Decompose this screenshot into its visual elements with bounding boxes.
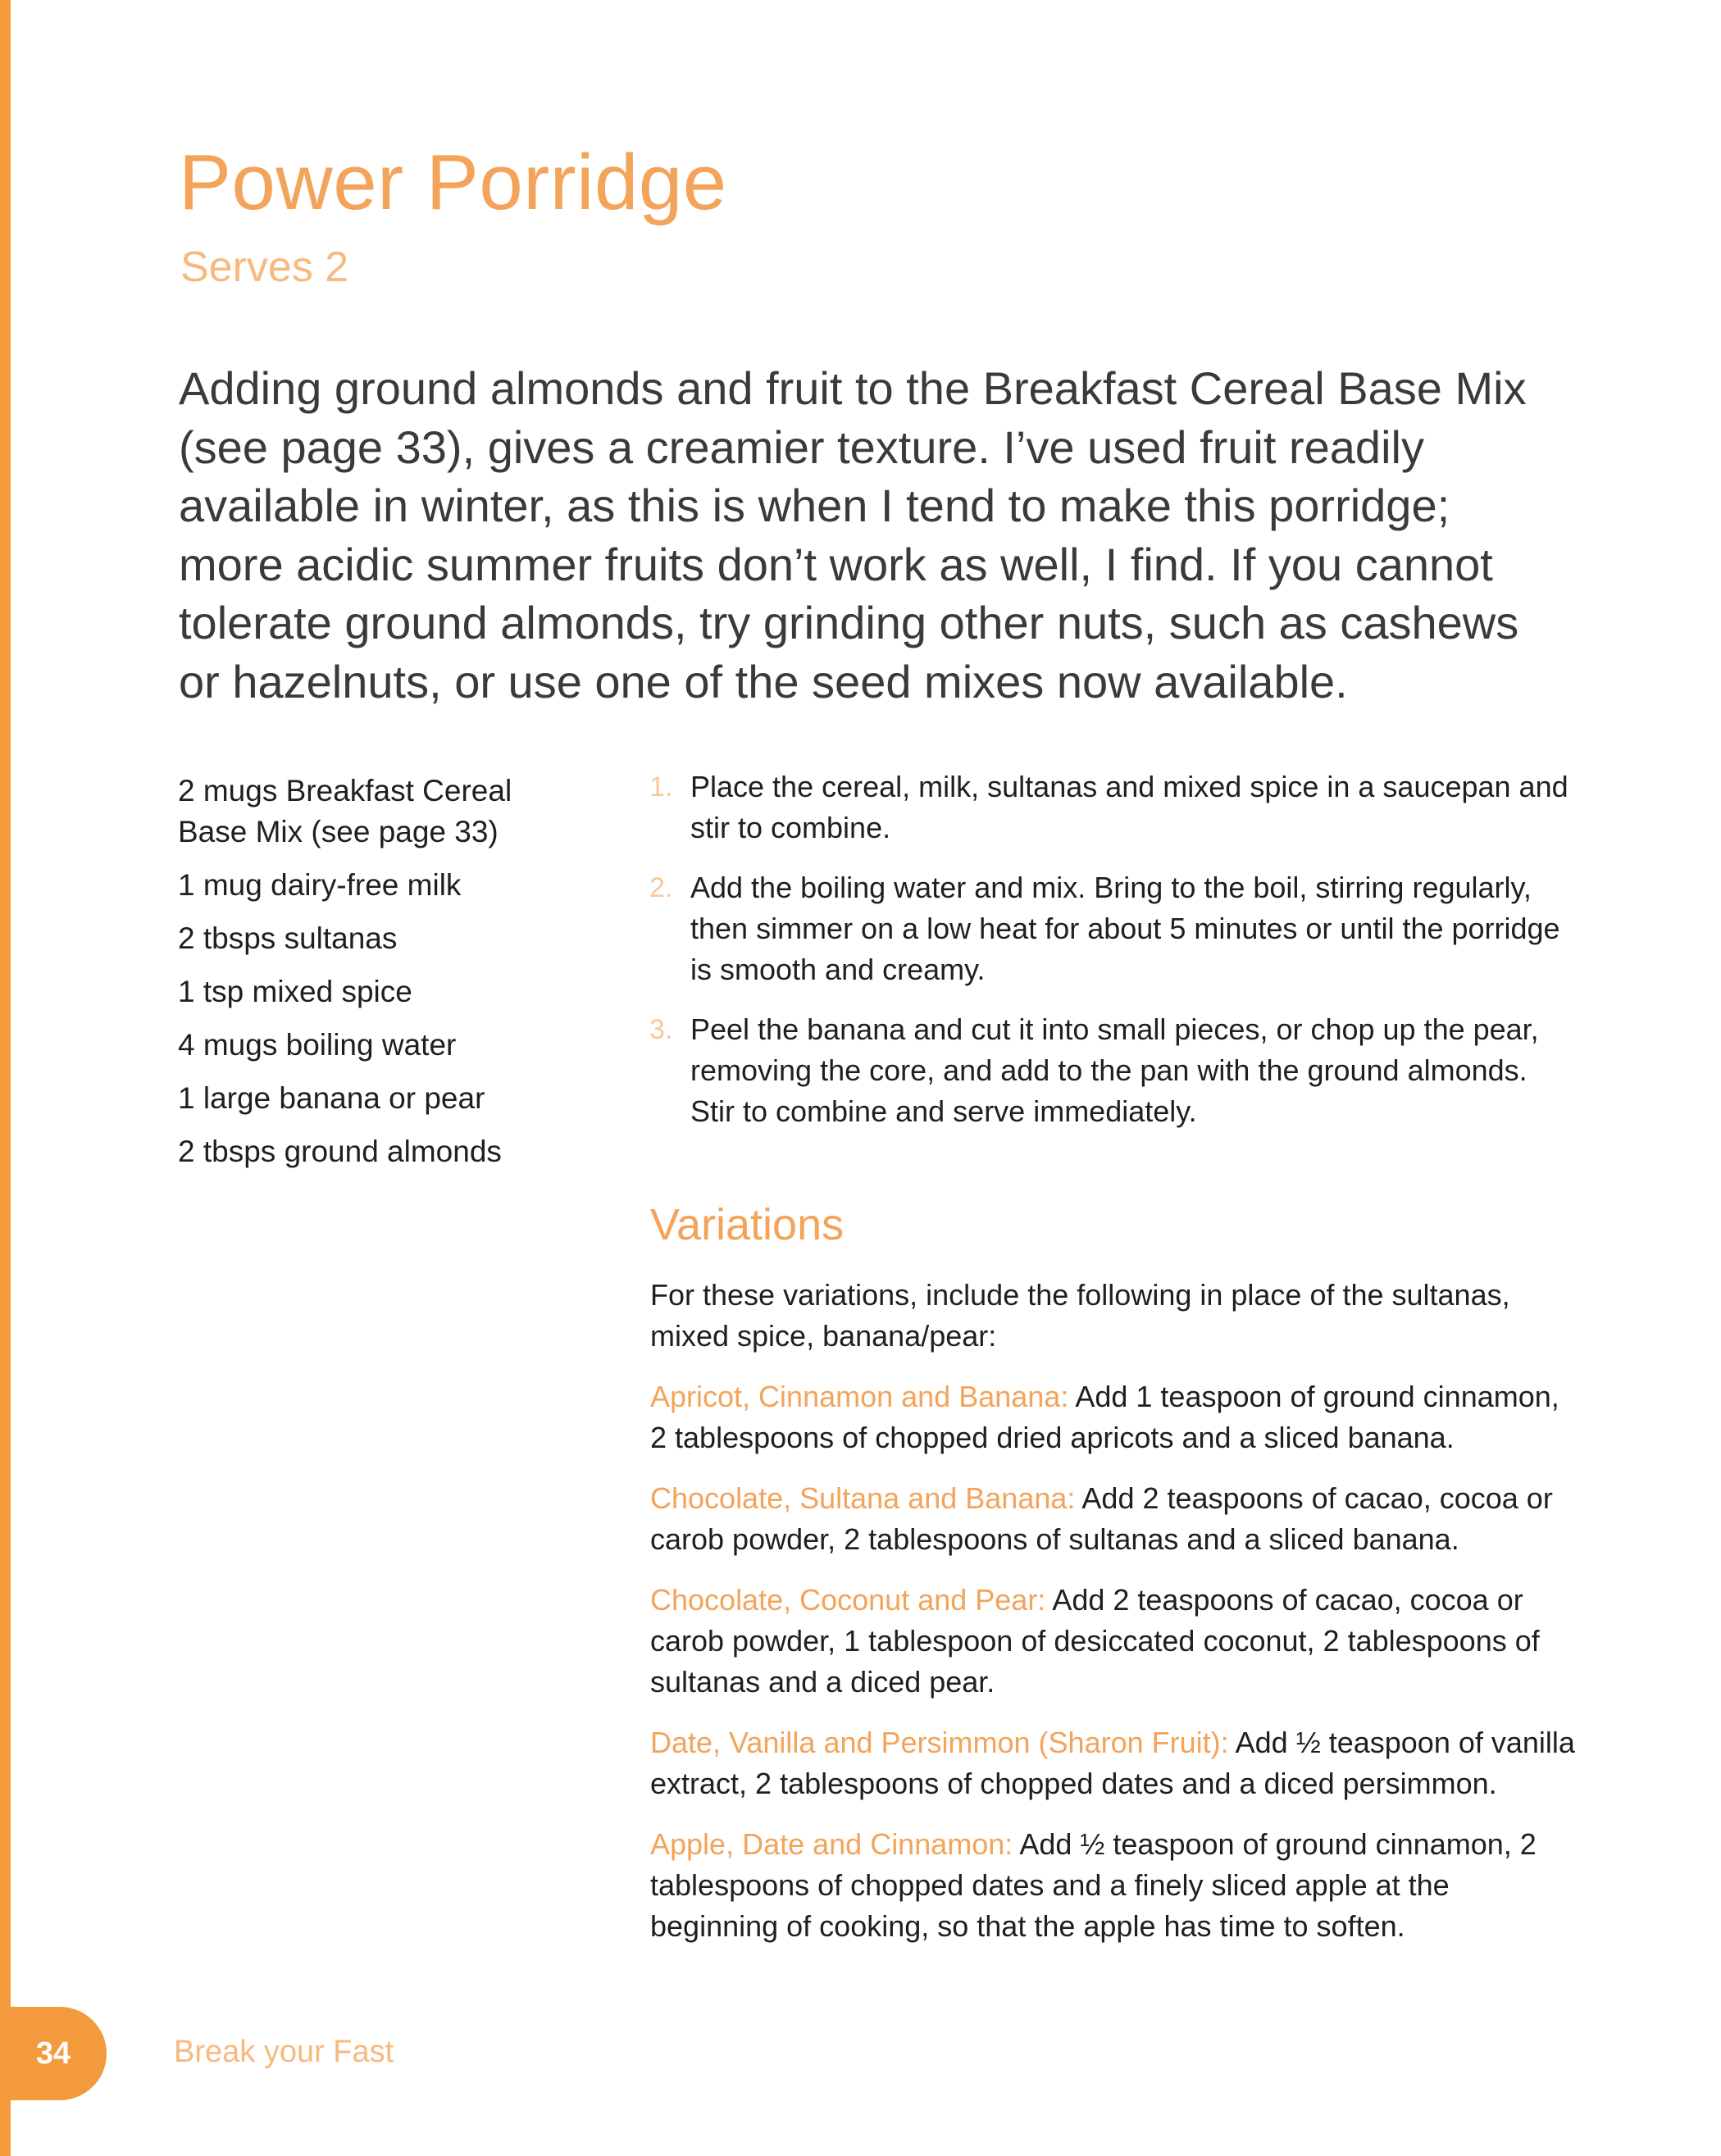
page-edge-accent-bar (0, 0, 11, 2156)
variation-item (650, 1722, 1577, 1804)
recipe-title: Power Porridge (179, 139, 727, 226)
ingredients-list (178, 771, 563, 1185)
variation-name: Apple, Date and Cinnamon: (650, 1827, 1013, 1861)
method-step (649, 1009, 1576, 1132)
variation-name: Date, Vanilla and Persimmon (Sharon Fruit): (650, 1726, 1229, 1759)
variation-text: Add 2 teaspoons of cacao, cocoa or carob powder, 1 tablespoon of desiccated coconut, 2 tablespoons of sultanas and a diced pear. (650, 1583, 1540, 1699)
variation-name: Apricot, Cinnamon and Banana: (650, 1380, 1069, 1413)
ingredient-item: 2 tbsps ground almonds (178, 1135, 502, 1168)
page-number-tab (0, 2007, 107, 2100)
variation-text: Add 1 teaspoon of ground cinnamon, 2 tablespoons of chopped dried apricots and a sliced banana. (650, 1380, 1559, 1454)
variation-name: Chocolate, Coconut and Pear: (650, 1583, 1046, 1617)
step-number: 3. (649, 1014, 673, 1045)
step-number: 2. (649, 872, 673, 903)
ingredient-item: 1 mug dairy-free milk (178, 868, 462, 902)
ingredient-item: 2 mugs Breakfast Cereal Base Mix (see page 33) (178, 774, 512, 848)
ingredient-item: 1 large banana or pear (178, 1081, 485, 1115)
ingredient-item: 4 mugs boiling water (178, 1028, 457, 1062)
variation-item (650, 1376, 1577, 1458)
variations-section (650, 1275, 1577, 1967)
variation-name: Chocolate, Sultana and Banana: (650, 1481, 1076, 1515)
method-steps (649, 766, 1576, 1151)
method-step (649, 766, 1576, 848)
step-text: Add the boiling water and mix. Bring to the boil, stirring regularly, then simmer on a low heat for about 5 minutes or until the porridge is smooth and creamy. (690, 871, 1560, 986)
variation-item (650, 1478, 1577, 1560)
variation-text: Add ½ teaspoon of ground cinnamon, 2 tablespoons of chopped dates and a finely sliced apple at the beginning of cooking, so that the apple has time to soften. (650, 1827, 1537, 1943)
step-text: Place the cereal, milk, sultanas and mixed spice in a saucepan and stir to combine. (690, 770, 1568, 844)
variations-heading: Variations (650, 1200, 845, 1249)
variation-item (650, 1580, 1577, 1703)
step-number: 1. (649, 771, 673, 803)
variation-text: Add 2 teaspoons of cacao, cocoa or carob powder, 2 tablespoons of sultanas and a sliced banana. (650, 1481, 1553, 1556)
variation-text: Add ½ teaspoon of vanilla extract, 2 tablespoons of chopped dates and a diced persimmon. (650, 1726, 1575, 1800)
serves-count: Serves 2 (180, 243, 349, 291)
recipe-intro: Adding ground almonds and fruit to the Breakfast Cereal Base Mix (see page 33), gives a creamier texture. I’ve used fruit readily available in winter, as this is when I tend to make this porridge; more acidic summer fruits don’t work as well, I find. If you cannot tolerate ground almonds, try grinding other nuts, such as cashews or hazelnuts, or use one of the seed mixes now available. (179, 362, 1527, 707)
ingredient-item: 2 tbsps sultanas (178, 921, 398, 955)
ingredient-item: 1 tsp mixed spice (178, 975, 412, 1008)
section-footer-title: Break your Fast (174, 2035, 394, 2069)
page-number: 34 (35, 2035, 71, 2071)
method-step (649, 867, 1576, 990)
variations-intro: For these variations, include the following in place of the sultanas, mixed spice, banana/pear: (650, 1278, 1510, 1353)
step-text: Peel the banana and cut it into small pieces, or chop up the pear, removing the core, and add to the pan with the ground almonds. Stir to combine and serve immediately. (690, 1012, 1539, 1128)
variation-item (650, 1824, 1577, 1947)
